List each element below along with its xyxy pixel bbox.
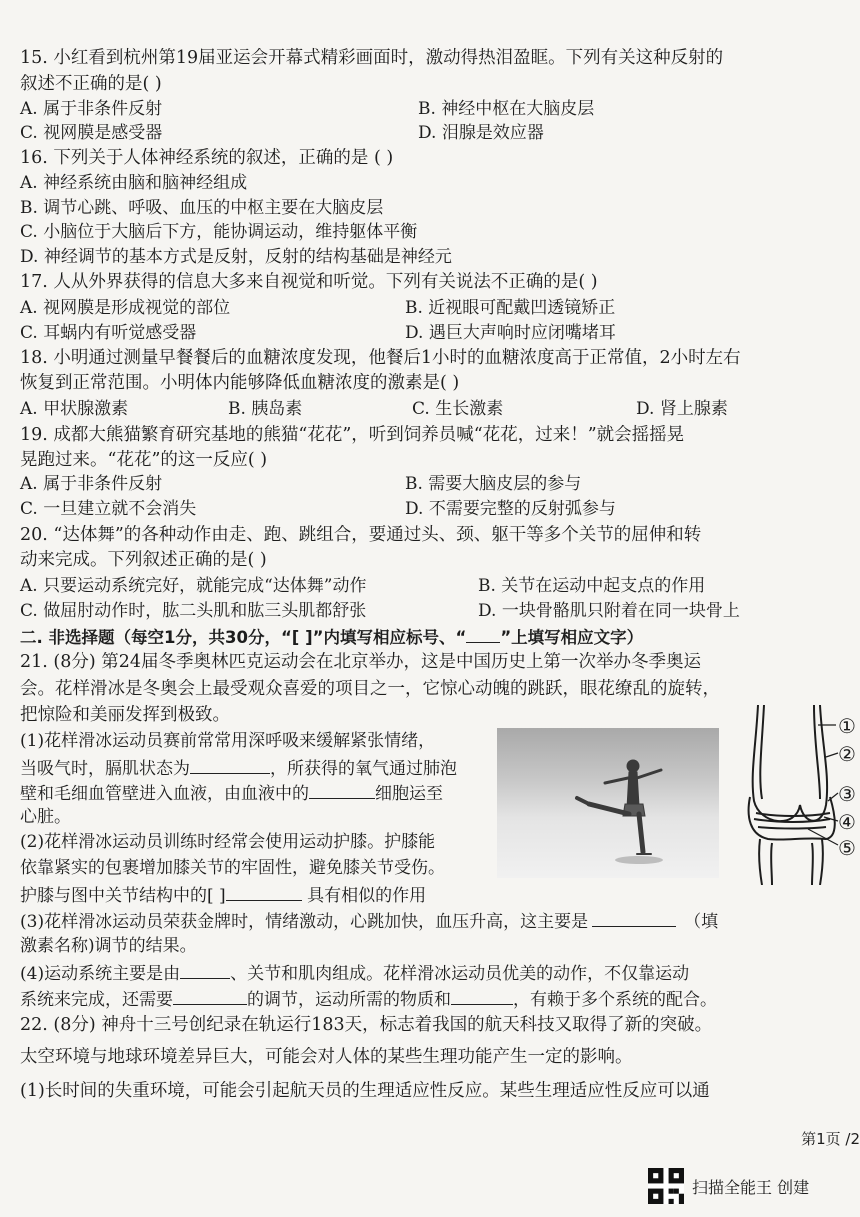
q21-blank-energy[interactable] <box>451 986 513 1005</box>
knee-label-4: ④ <box>838 810 856 834</box>
q20-stem-line1: 20. “达体舞”的各种动作由走、跑、跳组合，要通过头、颈、躯干等多个关节的屈伸和转 <box>20 525 702 545</box>
q18-option-b: B. 胰岛素 <box>228 399 303 419</box>
q20-option-a: A. 只要运动系统完好，就能完成“达体舞”动作 <box>20 576 367 596</box>
q21-p3-text-a: (3)花样滑冰运动员荣获金牌时，情绪激动，心跳加快，血压升高，这主要是 <box>20 912 589 932</box>
q18-stem-line1: 18. 小明通过测量早餐餐后的血糖浓度发现，他餐后1小时的血糖浓度高于正常值，2小时左右 <box>20 348 741 368</box>
q21-p4-text-a: (4)运动系统主要是由 <box>20 964 181 984</box>
q20-stem-line2: 动来完成。下列叙述正确的是( ) <box>20 550 267 570</box>
q21-p4-text-c: 系统来完成，还需要 <box>20 990 173 1010</box>
knee-label-5: ⑤ <box>838 836 856 860</box>
qr-code-icon <box>648 1168 684 1204</box>
q21-p2-line3 <box>20 882 426 908</box>
q15-stem-line1: 15. 小红看到杭州第19届亚运会开幕式精彩画面时，激动得热泪盈眶。下列有关这种反射的 <box>20 48 724 68</box>
q21-blank-diaphragm[interactable] <box>190 755 270 774</box>
q15-stem-line2: 叙述不正确的是( ) <box>20 74 162 94</box>
q21-stem-line2: 会。花样滑冰是冬奥会上最受观众喜爱的项目之一，它惊心动魄的跳跃，眼花缭乱的旋转， <box>20 679 720 699</box>
q21-p4-line1 <box>20 960 689 986</box>
q16-option-a: A. 神经系统由脑和脑神经组成 <box>20 173 248 193</box>
q21-p2-line2: 依靠紧实的包裹增加膝关节的牢固性，避免膝关节受伤。 <box>20 858 445 878</box>
knee-label-3: ③ <box>838 782 856 806</box>
q21-p1-text-b: ，所获得的氧气通过肺泡 <box>270 759 457 779</box>
q16-option-c: C. 小脑位于大脑后下方，能协调运动，维持躯体平衡 <box>20 222 418 242</box>
q15-option-b: B. 神经中枢在大脑皮层 <box>418 99 595 119</box>
q21-blank-hormone[interactable] <box>592 908 676 927</box>
q17-option-d: D. 遇巨大声响时应闭嘴堵耳 <box>405 323 616 343</box>
knee-joint-diagram <box>738 705 860 885</box>
knee-label-1: ① <box>838 714 856 738</box>
section2-heading-part1: 二. 非选择题（每空1分，共30分，“[ ]”内填写相应标号、“ <box>20 628 467 647</box>
q21-blank-joint-structure[interactable] <box>226 882 302 901</box>
q15-option-c: C. 视网膜是感受器 <box>20 123 163 143</box>
q18-option-c: C. 生长激素 <box>412 399 504 419</box>
q21-stem-line3: 把惊险和美丽发挥到极致。 <box>20 705 230 725</box>
q17-stem: 17. 人从外界获得的信息大多来自视觉和听觉。下列有关说法不正确的是( ) <box>20 272 598 292</box>
q21-p3-line2: 激素名称)调节的结果。 <box>20 936 197 956</box>
q16-option-d: D. 神经调节的基本方式是反射，反射的结构基础是神经元 <box>20 247 452 267</box>
section2-heading <box>20 624 643 650</box>
q21-p1-text-c: 壁和毛细血管壁进入血液，由血液中的 <box>20 784 309 804</box>
q16-option-b: B. 调节心跳、呼吸、血压的中枢主要在大脑皮层 <box>20 198 384 218</box>
q21-p4-text-e: ，有赖于多个系统的配合。 <box>513 990 717 1010</box>
q21-blank-bone[interactable] <box>180 960 230 979</box>
q19-option-b: B. 需要大脑皮层的参与 <box>405 474 582 494</box>
q18-option-a: A. 甲状腺激素 <box>20 399 129 419</box>
q19-stem-line2: 晃跑过来。“花花”的这一反应( ) <box>20 450 268 470</box>
q18-stem-line2: 恢复到正常范围。小明体内能够降低血糖浓度的激素是( ) <box>20 373 460 393</box>
q15-option-a: A. 属于非条件反射 <box>20 99 163 119</box>
q21-p2-text-b: 具有相似的作用 <box>301 886 427 906</box>
figure-skater-photo <box>497 728 719 878</box>
q19-stem-line1: 19. 成都大熊猫繁育研究基地的熊猫“花花”，听到饲养员喊“花花，过来！”就会摇摇晃 <box>20 425 685 445</box>
q21-p1-line1: (1)花样滑冰运动员赛前常常用深呼吸来缓解紧张情绪， <box>20 731 436 751</box>
q20-option-c: C. 做屈肘动作时，肱二头肌和肱三头肌都舒张 <box>20 601 367 621</box>
q21-p4-text-d: 的调节，运动所需的物质和 <box>247 990 451 1010</box>
q20-option-d: D. 一块骨骼肌只附着在同一块骨上 <box>478 601 740 621</box>
q20-option-b: B. 关节在运动中起支点的作用 <box>478 576 706 596</box>
q21-p3-text-b: （填 <box>684 912 719 932</box>
knee-label-2: ② <box>838 742 856 766</box>
q22-stem-line3: (1)长时间的失重环境，可能会引起航天员的生理适应性反应。某些生理适应性反应可以通 <box>20 1081 710 1101</box>
q17-option-a: A. 视网膜是形成视觉的部位 <box>20 298 231 318</box>
q21-p3-line1 <box>20 908 718 934</box>
q21-blank-blood-cell[interactable] <box>309 780 375 799</box>
scanner-text: 扫描全能王 创建 <box>692 1177 810 1197</box>
q21-p2-text-a: 护膝与图中关节结构中的[ ] <box>20 886 226 906</box>
q17-option-b: B. 近视眼可配戴凹透镜矫正 <box>405 298 616 318</box>
q19-option-a: A. 属于非条件反射 <box>20 474 163 494</box>
q17-option-c: C. 耳蜗内有听觉感受器 <box>20 323 197 343</box>
q21-p1-text-a: 当吸气时，膈肌状态为 <box>20 759 190 779</box>
section2-example-blank <box>466 624 500 643</box>
q21-p1-line3 <box>20 780 443 806</box>
q21-p4-line2 <box>20 986 717 1012</box>
section2-heading-part2: ”上填写相应文字） <box>500 628 644 647</box>
q19-option-d: D. 不需要完整的反射弧参与 <box>405 499 616 519</box>
q21-blank-nervous-system[interactable] <box>173 986 247 1005</box>
q21-p1-line2 <box>20 755 457 781</box>
page-number: 第1页 /2 <box>801 1130 860 1148</box>
q21-stem-line1: 21. (8分) 第24届冬季奥林匹克运动会在北京举办，这是中国历史上第一次举办冬季奥运 <box>20 652 702 672</box>
q19-option-c: C. 一旦建立就不会消失 <box>20 499 197 519</box>
scanner-watermark <box>648 1168 809 1204</box>
q21-p1-line4: 心脏。 <box>20 807 71 827</box>
q15-option-d: D. 泪腺是效应器 <box>418 123 544 143</box>
q22-stem-line1: 22. (8分) 神舟十三号创纪录在轨运行183天，标志着我国的航天科技又取得了新的突破。 <box>20 1015 713 1035</box>
q18-option-d: D. 肾上腺素 <box>636 399 728 419</box>
q21-p2-line1: (2)花样滑冰运动员训练时经常会使用运动护膝。护膝能 <box>20 832 436 852</box>
q21-p4-text-b: 、关节和肌肉组成。花样滑冰运动员优美的动作，不仅靠运动 <box>230 964 690 984</box>
q21-p1-text-d: 细胞运至 <box>375 784 443 804</box>
q16-stem: 16. 下列关于人体神经系统的叙述，正确的是 ( ) <box>20 148 394 168</box>
q22-stem-line2: 太空环境与地球环境差异巨大，可能会对人体的某些生理功能产生一定的影响。 <box>20 1047 633 1067</box>
